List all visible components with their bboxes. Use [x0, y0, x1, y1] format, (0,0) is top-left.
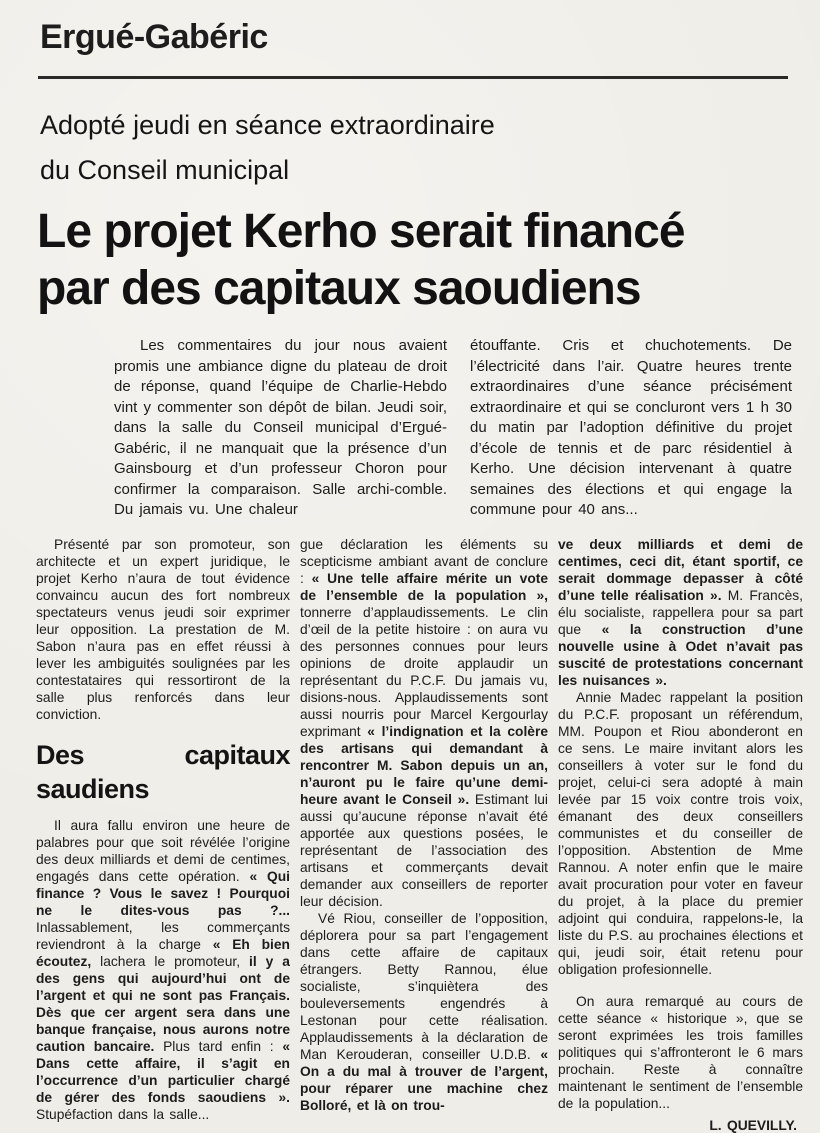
intro-section: [114, 336, 820, 521]
intro-column-a: [114, 336, 447, 521]
column1-paragraph-2: Il aura fallu environ une heure de palabres pour que soit révélée l’origine des deux milliards et demi de centimes, engagés dans cette opération. « Qui finance ? Vous le savez ! Pourquoi ne le dites-vous pas ?... Inlassablement, les commerçants reviendront à la charge « Eh bien écoutez, lachera le promoteur, il y a des gens qui aujourd’hui ont de l’argent et qui ne sont pas Français. Dès que cer argent sera dans une banque française, nous aurons notre caution bancaire. Plus tard enfin : « Dans cette affaire, il s’agit en l’occurrence d’un particulier chargé de gérer des fonds saoudiens ». Stupéfaction dans la salle...: [36, 817, 291, 1122]
intro-column-b: [470, 336, 792, 521]
subheading-des-capitaux-saudiens: Des capitaux saudiens: [36, 739, 290, 804]
article-body: [36, 536, 820, 1133]
column3-paragraph-3: On aura remarqué au cours de cette séance « historique », que se seront exprimées les trois familles politiques qui s’affronteront le 6 mars prochain. Reste à connaître maintenant le sentiment de l’ensemble de la population...: [558, 993, 803, 1111]
section-title: Ergué-Gabéric: [40, 18, 268, 56]
column2-paragraph-1: gue déclaration les éléments su scepticisme ambiant avant de conclure : « Une telle affaire mérite un vote de l’ensemble de la population », tonnerre d’applaudissements. Le clin d’œil de la petite histoire : on aura vu des personnes connues pour leurs opinions de droite applaudir un représentant du P.C.F. Du jamais vu, disions-nous. Applaudissements sont aussi nourris pour Marcel Kergourlay exprimant « l’indignation et la colère des artisans qui demandant à rencontrer M. Sabon depuis un an, n’auront pu le faire qu’une demi-heure avant le Conseil ». Estimant lui aussi qu’aucune réponse n’avait été apportée aux questions posées, le représentant de l’association des artisans et commerçants devait demander aux conseillers de reporter leur décision.: [300, 536, 549, 909]
column3-paragraph-1: ve deux milliards et demi de centimes, ceci dit, étant sportif, ce serait dommage depasser à côté d’une telle réalisation ». M. Francès, élu socialiste, rappellera pour sa part que « la construction d’une nouvelle usine à Odet n’avait pas suscité de protestations concernant les nuisances ».: [558, 536, 803, 688]
headline: [37, 203, 820, 317]
headline-line-2: par des capitaux saoudiens: [37, 262, 641, 315]
column2-paragraph-2: Vé Riou, conseiller de l’opposition, déplorera pour sa part l’engagement dans cette affaire de capitaux étrangers. Betty Rannou, élue socialiste, s’inquiètera des bouleversements engendrés à Lestonan pour cette réalisation. Applaudissements à la déclaration de Man Kerouderan, conseiller U.D.B. « On a du mal à trouver de l’argent, pour réparer une machine chez Bolloré, et là on trou-: [300, 910, 548, 1113]
author-byline: L. QUEVILLY.: [709, 1117, 797, 1133]
column3-paragraph-2: Annie Madec rappelant la position du P.C.F. proposant un référendum, MM. Poupon et Riou abonderont en ce sens. Le maire invitant alors les conseillers à voter sur le fond du projet, celui-ci sera adopté à main levée par 15 voix contre trois voix, émanant des deux conseillers communistes et du conseiller de l’opposition. Abstention de Mme Rannou. A noter enfin que le maire avait procuration pour voter en faveur du projet, à la place du premier adjoint qui conduira, rappelons-le, la liste du P.S. au prochaines élections et qui, jeudi soir, était retenu pour obligation profesionnelle.: [558, 689, 803, 977]
kicker-line-2: du Conseil municipal: [40, 155, 290, 185]
body-column-1: [36, 536, 290, 1133]
kicker-line-1: Adopté jeudi en séance extraordinaire: [40, 110, 495, 140]
divider-rule: [38, 76, 788, 79]
body-column-2: [300, 536, 548, 1133]
kicker: [40, 103, 820, 193]
body-column-3: [558, 536, 803, 1133]
headline-line-1: Le projet Kerho serait financé: [37, 205, 685, 258]
intro-paragraph-b: étouffante. Cris et chuchotements. De l’électricité dans l’air. Quatre heures trente extraordinaires d’une séance précisément extraordinaire et qui se concluront vers 1 h 30 du matin par l’adoption définitive du projet d’école de tennis et de parc résidentiel à Kerho. Une décision intervenant à quatre semaines des élections et qui engage la commune pour 40 ans...: [470, 337, 792, 518]
column1-paragraph-1: Présenté par son promoteur, son architecte et un expert juridique, le projet Kerho n’aura de tout évidence convaincu aucun des fort nombreux spectateurs venus jeudi soir exprimer leur opposition. La prestation de M. Sabon n’aura pas en effet réussi à lever les ambiguités soulignées par les contestataires qui ressortiront de la salle plus renforcés dans leur conviction.: [36, 536, 290, 722]
intro-paragraph-a: Les commentaires du jour nous avaient promis une ambiance digne du plateau de droit de réponse, quand l’équipe de Charlie-Hebdo vint y commenter son dépôt de bilan. Jeudi soir, dans la salle du Conseil municipal d’Ergué-Gabéric, il ne manquait que la présence d’un Gainsbourg et d’un professeur Choron pour confirmer la comparaison. Salle archi-comble. Du jamais vu. Une chaleur: [114, 337, 447, 518]
